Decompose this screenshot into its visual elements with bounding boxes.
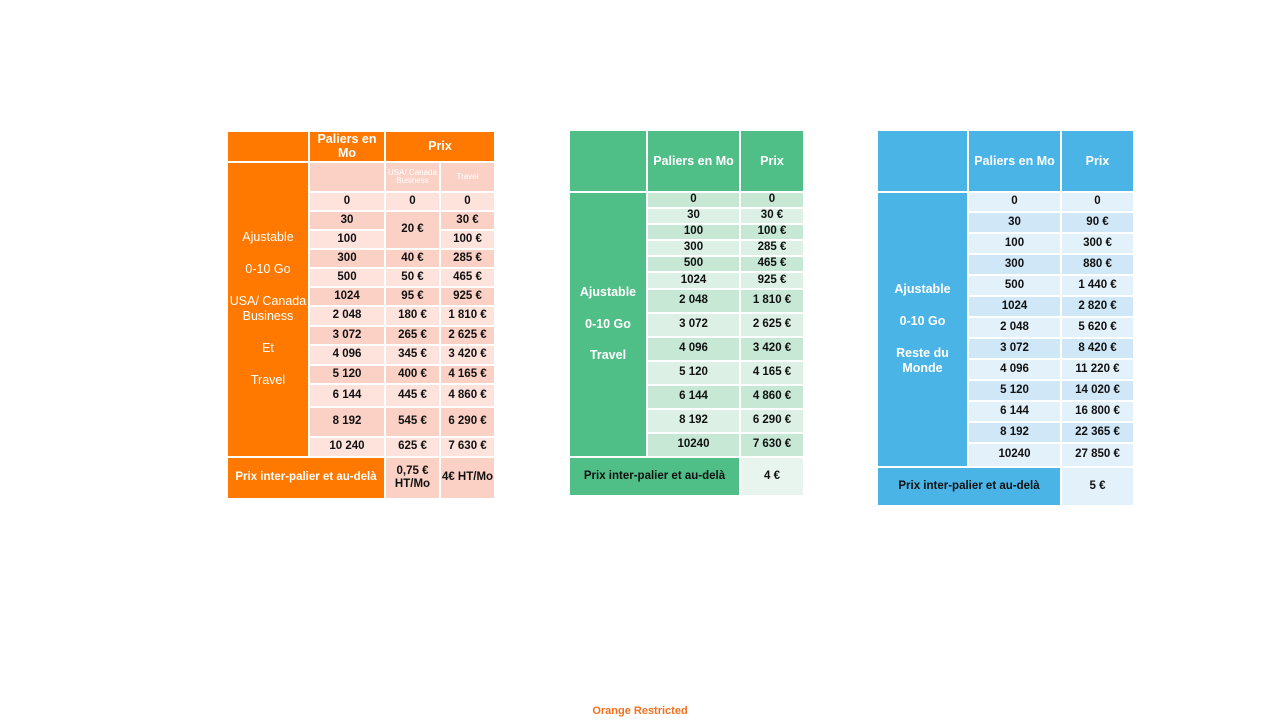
palier-cell: 30 [648, 209, 739, 223]
palier-cell: 6 144 [969, 402, 1060, 421]
palier-cell: 1024 [648, 273, 739, 288]
header-paliers: Paliers en Mo [969, 131, 1060, 191]
price-cell: 27 850 € [1062, 444, 1133, 466]
usa-price-cell: 0 [386, 193, 439, 210]
palier-cell: 500 [648, 257, 739, 271]
price-cell: 14 020 € [1062, 381, 1133, 400]
header-empty [878, 131, 967, 191]
palier-cell: 0 [969, 193, 1060, 211]
palier-cell: 100 [648, 225, 739, 239]
price-cell: 4 165 € [741, 362, 803, 384]
orange-side-label [228, 163, 308, 456]
palier-cell: 6 144 [648, 386, 739, 408]
price-cell: 3 420 € [741, 338, 803, 360]
footer-label: Prix inter-palier et au-delà [878, 468, 1060, 505]
side-line: 0-10 Go [899, 313, 946, 328]
footer-price: 4 € [741, 458, 803, 495]
footer-price: 5 € [1062, 468, 1133, 505]
usa-price-cell: 400 € [386, 366, 439, 383]
palier-cell: 2 048 [648, 290, 739, 312]
classification-label: Orange Restricted [592, 705, 688, 717]
price-cell: 880 € [1062, 255, 1133, 274]
palier-cell: 2 048 [310, 307, 384, 325]
palier-cell: 10240 [969, 444, 1060, 466]
price-cell: 2 820 € [1062, 297, 1133, 316]
palier-cell: 8 192 [310, 408, 384, 436]
usa-price-cell: 545 € [386, 408, 439, 436]
price-cell: 2 625 € [741, 314, 803, 336]
travel-price-cell: 4 165 € [441, 366, 494, 383]
palier-cell: 500 [969, 276, 1060, 295]
palier-cell: 4 096 [969, 360, 1060, 379]
side-line: Ajustable [894, 282, 951, 297]
palier-cell: 100 [969, 234, 1060, 253]
usa-price-cell: 625 € [386, 438, 439, 456]
subheader-empty [310, 163, 384, 191]
side-line: USA/ Canada Business [229, 293, 307, 324]
palier-cell: 4 096 [310, 346, 384, 364]
price-cell: 0 [741, 193, 803, 207]
header-empty [570, 131, 646, 191]
usa-price-cell: 20 € [386, 212, 439, 248]
header-prix: Prix [386, 132, 494, 161]
palier-cell: 300 [648, 241, 739, 255]
side-line: Ajustable [579, 285, 637, 300]
usa-price-cell: 345 € [386, 346, 439, 364]
palier-cell: 4 096 [648, 338, 739, 360]
palier-cell: 2 048 [969, 318, 1060, 337]
side-line: 0-10 Go [585, 316, 631, 331]
usa-price-cell: 180 € [386, 307, 439, 325]
price-cell: 100 € [741, 225, 803, 239]
header-prix: Prix [1062, 131, 1133, 191]
palier-cell: 300 [969, 255, 1060, 274]
palier-cell: 1024 [969, 297, 1060, 316]
travel-price-cell: 465 € [441, 269, 494, 286]
travel-price-cell: 285 € [441, 250, 494, 267]
usa-price-cell: 265 € [386, 327, 439, 344]
palier-cell: 30 [969, 213, 1060, 232]
price-cell: 8 420 € [1062, 339, 1133, 358]
palier-cell: 500 [310, 269, 384, 286]
travel-price-cell: 0 [441, 193, 494, 210]
palier-cell: 3 072 [310, 327, 384, 344]
travel-price-cell: 7 630 € [441, 438, 494, 456]
blue-side-label [878, 193, 967, 466]
side-line: Et [262, 340, 274, 355]
green-side-label [570, 193, 646, 456]
travel-price-cell: 100 € [441, 231, 494, 248]
price-cell: 5 620 € [1062, 318, 1133, 337]
palier-cell: 8 192 [648, 410, 739, 432]
price-cell: 7 630 € [741, 434, 803, 456]
price-cell: 0 [1062, 193, 1133, 211]
price-cell: 285 € [741, 241, 803, 255]
footer-travel-price: 4€ HT/Mo [441, 458, 494, 498]
header-empty [228, 132, 308, 161]
palier-cell: 30 [310, 212, 384, 229]
side-line: Travel [250, 372, 286, 387]
palier-cell: 8 192 [969, 423, 1060, 442]
travel-price-cell: 4 860 € [441, 385, 494, 406]
price-cell: 4 860 € [741, 386, 803, 408]
travel-price-cell: 6 290 € [441, 408, 494, 436]
side-line: Ajustable [242, 230, 294, 245]
usa-price-cell: 40 € [386, 250, 439, 267]
blue-pricing-table [876, 129, 1135, 507]
usa-price-cell: 445 € [386, 385, 439, 406]
palier-cell: 6 144 [310, 385, 384, 406]
palier-cell: 1024 [310, 288, 384, 305]
price-cell: 465 € [741, 257, 803, 271]
palier-cell: 3 072 [648, 314, 739, 336]
header-paliers: Paliers en Mo [648, 131, 739, 191]
price-cell: 90 € [1062, 213, 1133, 232]
price-cell: 1 440 € [1062, 276, 1133, 295]
usa-price-cell: 95 € [386, 288, 439, 305]
side-line: Reste du Monde [896, 345, 949, 376]
travel-price-cell: 30 € [441, 212, 494, 229]
side-line: 0-10 Go [245, 262, 291, 276]
footer-label: Prix inter-palier et au-delà [570, 458, 739, 495]
palier-cell: 300 [310, 250, 384, 267]
price-cell: 6 290 € [741, 410, 803, 432]
price-cell: 11 220 € [1062, 360, 1133, 379]
price-cell: 16 800 € [1062, 402, 1133, 421]
orange-pricing-table [226, 130, 496, 500]
palier-cell: 3 072 [969, 339, 1060, 358]
side-line: Travel [589, 348, 627, 363]
palier-cell: 100 [310, 231, 384, 248]
palier-cell: 10240 [648, 434, 739, 456]
usa-price-cell: 50 € [386, 269, 439, 286]
price-cell: 1 810 € [741, 290, 803, 312]
palier-cell: 0 [310, 193, 384, 210]
travel-price-cell: 1 810 € [441, 307, 494, 325]
price-cell: 22 365 € [1062, 423, 1133, 442]
palier-cell: 10 240 [310, 438, 384, 456]
palier-cell: 5 120 [310, 366, 384, 383]
header-paliers: Paliers en Mo [310, 132, 384, 161]
subheader-usa: USA/ Canada Business [386, 163, 439, 191]
travel-price-cell: 3 420 € [441, 346, 494, 364]
travel-price-cell: 925 € [441, 288, 494, 305]
footer-label: Prix inter-palier et au-delà [228, 458, 384, 498]
palier-cell: 0 [648, 193, 739, 207]
green-pricing-table [568, 129, 805, 497]
footer-usa-price: 0,75 € HT/Mo [386, 458, 439, 498]
travel-price-cell: 2 625 € [441, 327, 494, 344]
header-prix: Prix [741, 131, 803, 191]
palier-cell: 5 120 [648, 362, 739, 384]
price-cell: 300 € [1062, 234, 1133, 253]
palier-cell: 5 120 [969, 381, 1060, 400]
price-cell: 925 € [741, 273, 803, 288]
subheader-travel: Travel [441, 163, 494, 191]
price-cell: 30 € [741, 209, 803, 223]
